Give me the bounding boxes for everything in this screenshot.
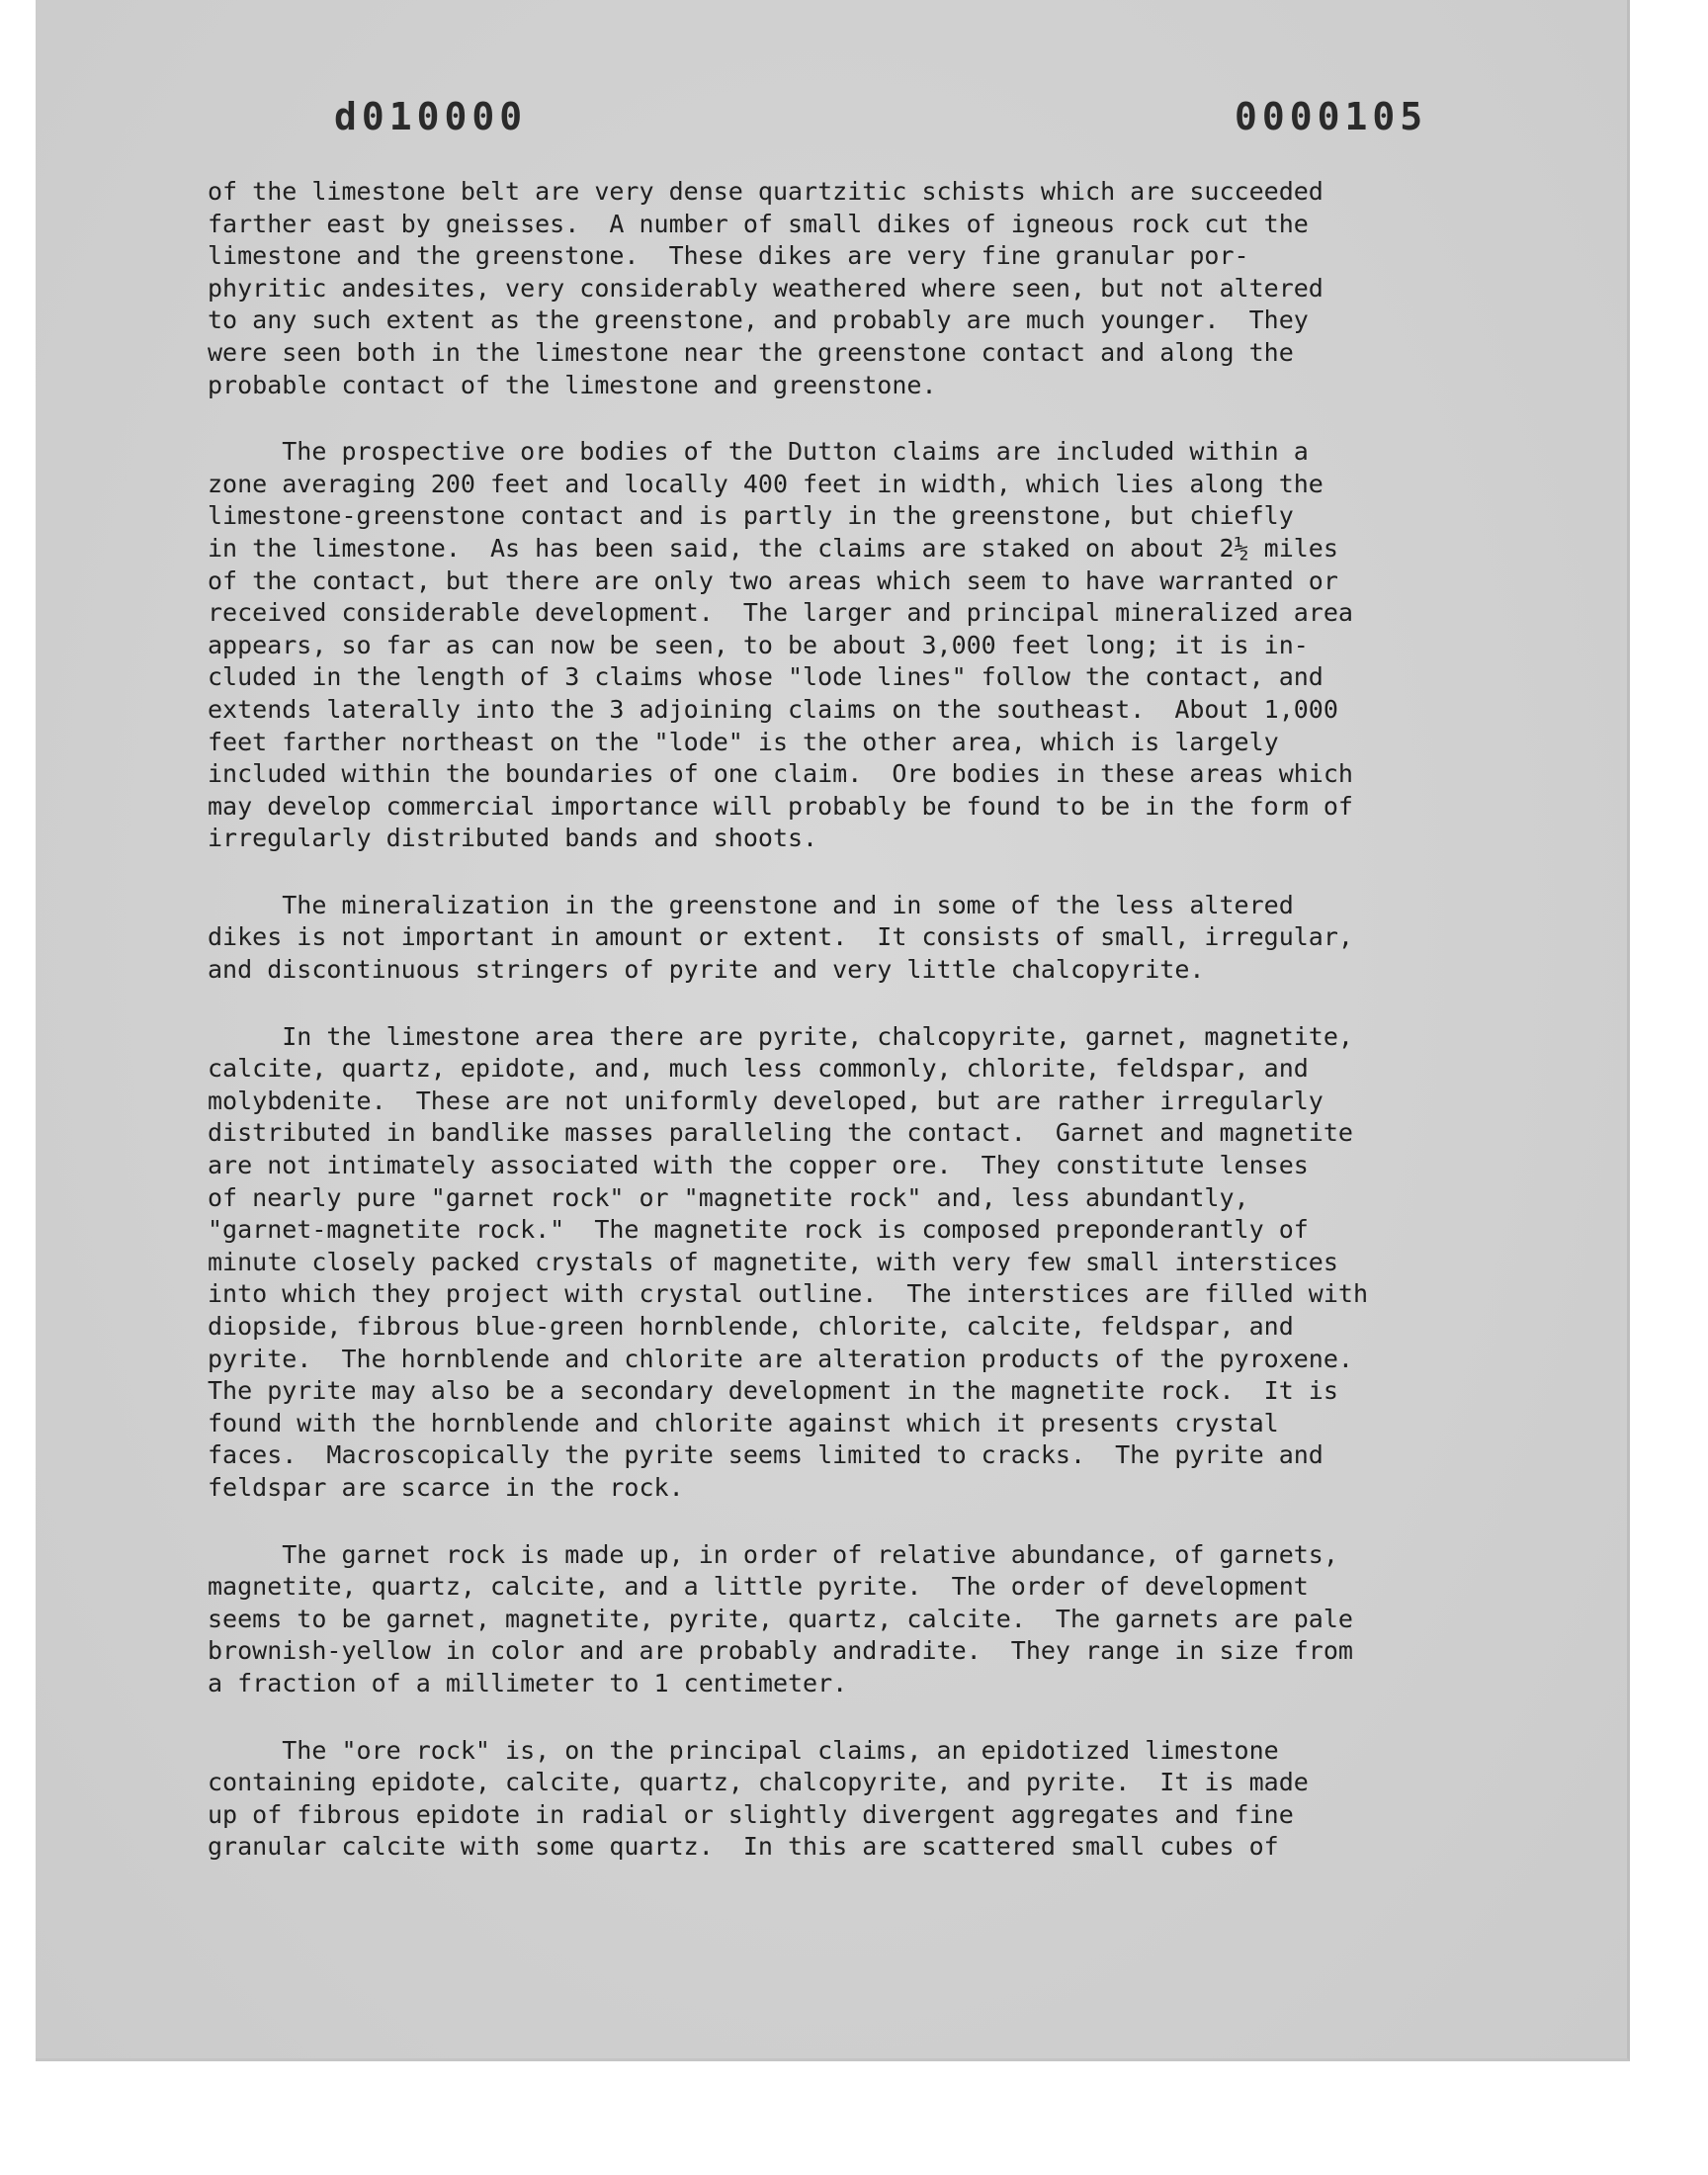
- text-line: granular calcite with some quartz. In this are scattered small cubes of: [208, 1832, 1279, 1862]
- text-line: The mineralization in the greenstone and in some of the less altered: [208, 890, 1294, 919]
- text-line: extends laterally into the 3 adjoining claims on the southeast. About 1,000: [208, 694, 1338, 724]
- paragraph: [208, 1021, 1532, 1505]
- text-line: were seen both in the limestone near the greenstone contact and along the: [208, 337, 1294, 367]
- text-line: The prospective ore bodies of the Dutton claims are included within a: [208, 437, 1309, 467]
- text-line: may develop commercial importance will probably be found to be in the form of: [208, 791, 1353, 821]
- text-line: dikes is not important in amount or extent. It consists of small, irregular,: [208, 922, 1353, 952]
- text-line: The garnet rock is made up, in order of relative abundance, of garnets,: [208, 1539, 1338, 1569]
- text-line: to any such extent as the greenstone, and probably are much younger. They: [208, 305, 1309, 335]
- body-text: [208, 176, 1532, 1898]
- text-line: of the limestone belt are very dense quartzitic schists which are succeeded: [208, 177, 1324, 206]
- text-line: magnetite, quartz, calcite, and a little pyrite. The order of development: [208, 1572, 1309, 1602]
- text-line: of nearly pure "garnet rock" or "magnetite rock" and, less abundantly,: [208, 1182, 1249, 1212]
- text-line: appears, so far as can now be seen, to be about 3,000 feet long; it is in-: [208, 630, 1309, 659]
- text-line: limestone-greenstone contact and is partly in the greenstone, but chiefly: [208, 501, 1294, 531]
- text-line: brownish-yellow in color and are probably andradite. They range in size from: [208, 1636, 1353, 1666]
- text-line: cluded in the length of 3 claims whose "lode lines" follow the contact, and: [208, 662, 1324, 692]
- paragraph: [208, 1735, 1532, 1864]
- text-line: "garnet-magnetite rock." The magnetite rock is composed preponderantly of: [208, 1215, 1309, 1245]
- text-line: feldspar are scarce in the rock.: [208, 1472, 684, 1502]
- paragraph: [208, 176, 1532, 401]
- text-line: pyrite. The hornblende and chlorite are alteration products of the pyroxene.: [208, 1344, 1353, 1373]
- text-line: containing epidote, calcite, quartz, chalcopyrite, and pyrite. It is made: [208, 1768, 1309, 1797]
- text-line: a fraction of a millimeter to 1 centimeter.: [208, 1668, 848, 1697]
- text-line: included within the boundaries of one claim. Ore bodies in these areas which: [208, 759, 1353, 789]
- text-line: into which they project with crystal outline. The interstices are filled with: [208, 1279, 1368, 1309]
- text-line: The "ore rock" is, on the principal claims, an epidotized limestone: [208, 1735, 1279, 1765]
- text-line: faces. Macroscopically the pyrite seems limited to cracks. The pyrite and: [208, 1440, 1324, 1470]
- text-line: seems to be garnet, magnetite, pyrite, quartz, calcite. The garnets are pale: [208, 1604, 1353, 1633]
- paragraph: [208, 1539, 1532, 1700]
- text-line: zone averaging 200 feet and locally 400 feet in width, which lies along the: [208, 469, 1324, 498]
- text-line: farther east by gneisses. A number of small dikes of igneous rock cut the: [208, 209, 1309, 238]
- text-line: are not intimately associated with the copper ore. They constitute lenses: [208, 1151, 1309, 1180]
- text-line: diopside, fibrous blue-green hornblende, chlorite, calcite, feldspar, and: [208, 1312, 1294, 1341]
- page-number-stamp: 0000105: [1235, 95, 1428, 138]
- text-line: in the limestone. As has been said, the claims are staked on about 2½ miles: [208, 533, 1338, 563]
- text-line: probable contact of the limestone and greenstone.: [208, 370, 937, 399]
- text-line: irregularly distributed bands and shoots.: [208, 824, 818, 853]
- text-line: The pyrite may also be a secondary development in the magnetite rock. It is: [208, 1376, 1338, 1406]
- text-line: distributed in bandlike masses paralleling the contact. Garnet and magnetite: [208, 1118, 1353, 1148]
- text-line: received considerable development. The larger and principal mineralized area: [208, 598, 1353, 628]
- text-line: found with the hornblende and chlorite against which it presents crystal: [208, 1408, 1279, 1437]
- text-line: molybdenite. These are not uniformly developed, but are rather irregularly: [208, 1086, 1324, 1115]
- document-page: [36, 0, 1630, 2061]
- paragraph: [208, 436, 1532, 855]
- text-line: of the contact, but there are only two areas which seem to have warranted or: [208, 566, 1338, 595]
- text-line: feet farther northeast on the "lode" is the other area, which is largely: [208, 727, 1279, 756]
- text-line: In the limestone area there are pyrite, chalcopyrite, garnet, magnetite,: [208, 1021, 1353, 1051]
- text-line: phyritic andesites, very considerably weathered where seen, but not altered: [208, 273, 1324, 303]
- paragraph: [208, 890, 1532, 987]
- text-line: limestone and the greenstone. These dikes are very fine granular por-: [208, 241, 1249, 271]
- text-line: up of fibrous epidote in radial or slightly divergent aggregates and fine: [208, 1799, 1294, 1829]
- text-line: and discontinuous stringers of pyrite and very little chalcopyrite.: [208, 955, 1205, 985]
- text-line: calcite, quartz, epidote, and, much less commonly, chlorite, feldspar, and: [208, 1054, 1309, 1084]
- text-line: minute closely packed crystals of magnetite, with very few small interstices: [208, 1247, 1338, 1276]
- document-id-stamp: d010000: [334, 95, 528, 138]
